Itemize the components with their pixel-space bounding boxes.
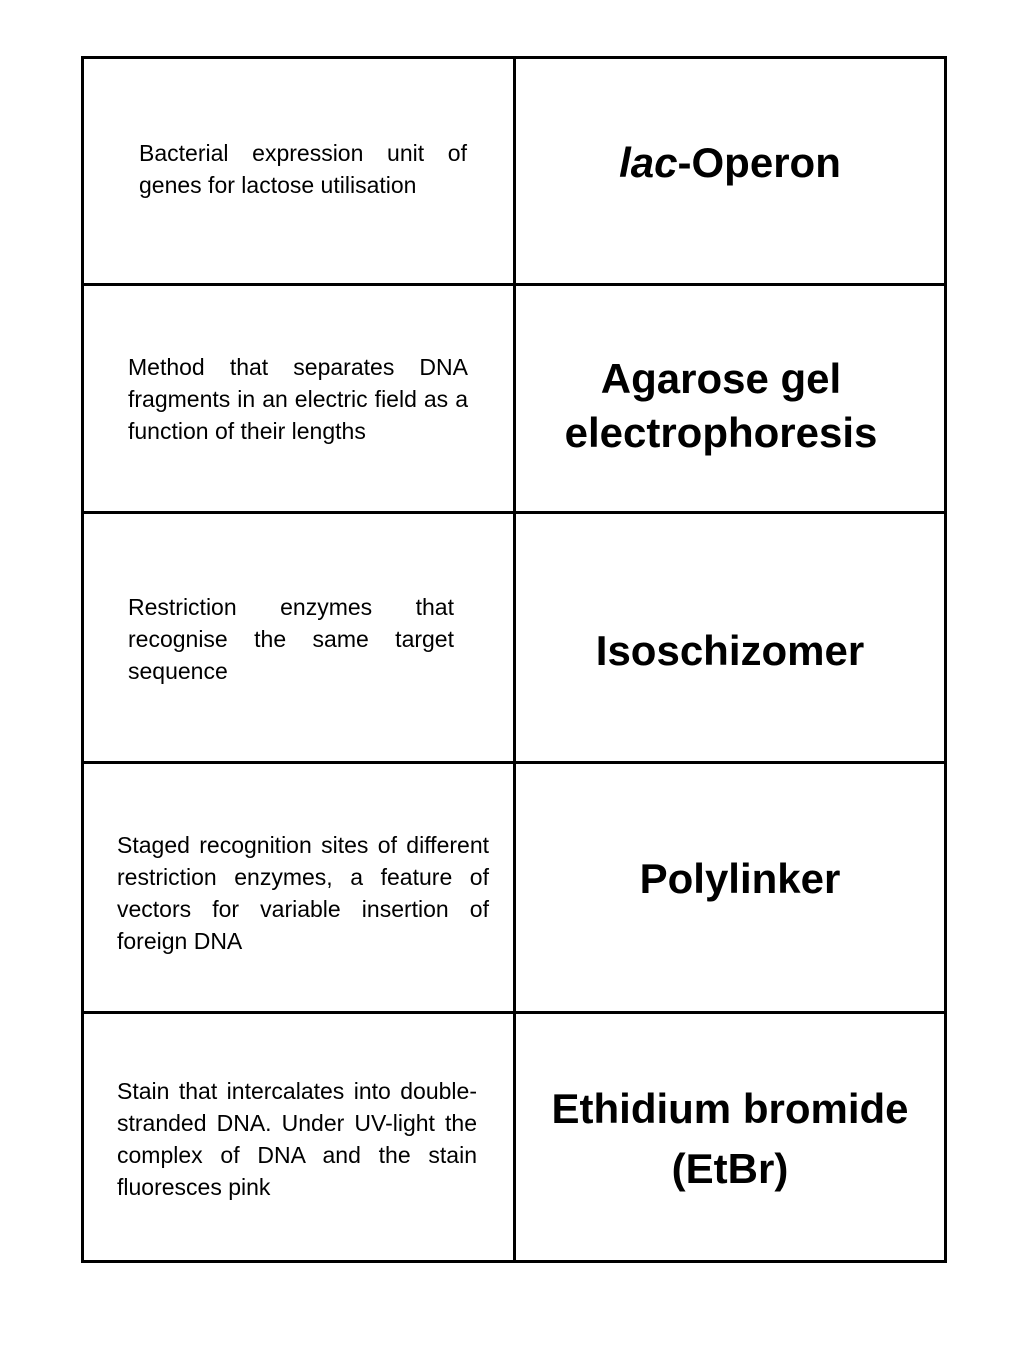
definition-text: Staged recognition sites of different restriction enzymes, a feature of vectors for variable insertion of foreign DNA (117, 832, 489, 954)
term-rest-part: -Operon (677, 139, 841, 186)
term-text: Agarose gel electrophoresis (564, 355, 878, 456)
term-text: Ethidium bromide (EtBr) (551, 1085, 909, 1192)
row-divider (84, 511, 944, 514)
row-divider (84, 283, 944, 286)
row-divider (84, 761, 944, 764)
term-text: Polylinker (639, 855, 841, 902)
definition-text: Restriction enzymes that recognise the same target sequence (128, 594, 454, 684)
definition-text: Stain that intercalates into double-stranded DNA. Under UV-light the complex of DNA and the stain fluoresces pink (117, 1078, 477, 1200)
term-italic-part: lac (619, 139, 678, 186)
term-text: Isoschizomer (595, 627, 865, 674)
term-text (516, 136, 944, 190)
definition-text: Method that separates DNA fragments in an electric field as a function of their lengths (128, 354, 468, 444)
flashcard-sheet (81, 56, 947, 1263)
definition-text: Bacterial expression unit of genes for lactose utilisation (139, 140, 467, 198)
row-divider (84, 1011, 944, 1014)
